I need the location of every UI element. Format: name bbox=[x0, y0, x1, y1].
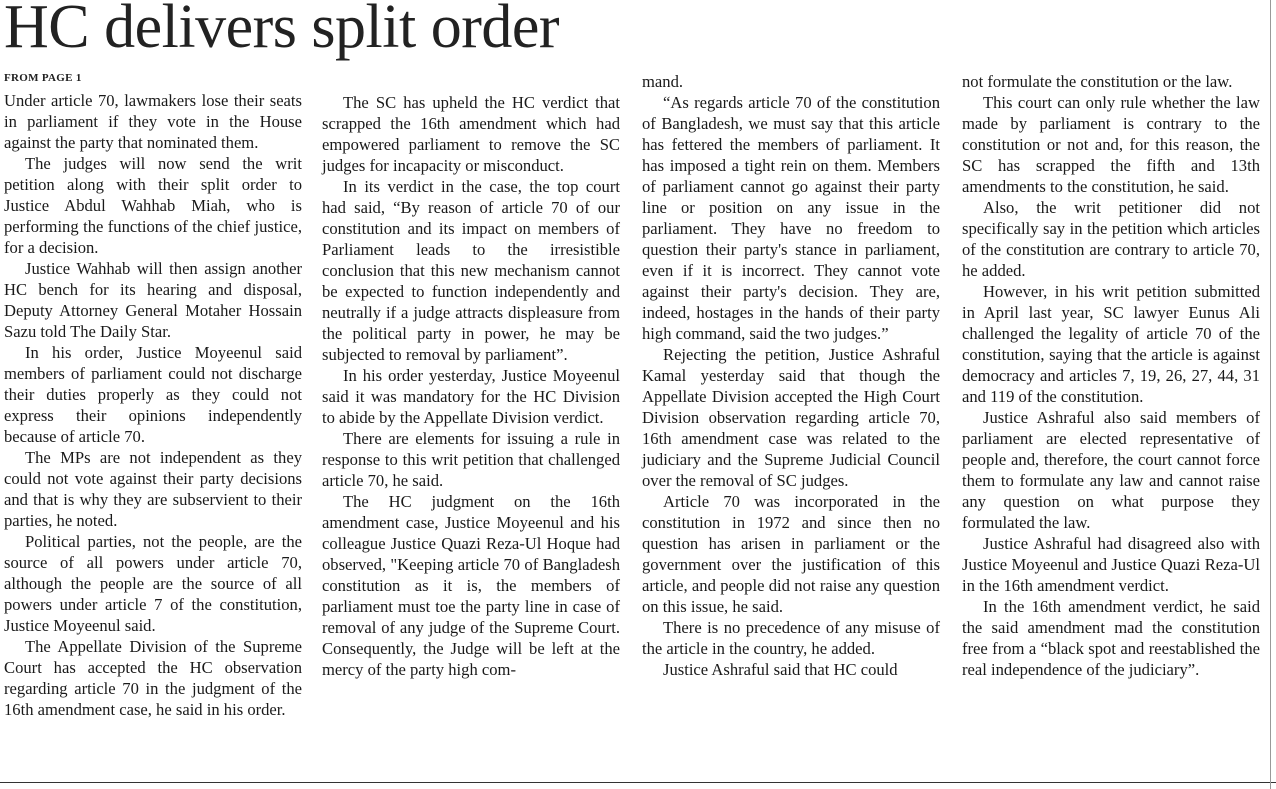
paragraph: There are elements for issuing a rule in response to this writ petition that challenged article 70, he said. bbox=[322, 429, 620, 490]
paragraph: Under article 70, lawmakers lose their seats in parliament if they vote in the House against the party that nominated them. bbox=[4, 91, 302, 152]
paragraph: Justice Ashraful had disagreed also with Justice Moyeenul and Justice Quazi Reza-Ul in the 16th amendment verdict. bbox=[962, 534, 1260, 595]
paragraph: Justice Wahhab will then assign another HC bench for its hearing and disposal, Deputy Attorney General Motaher Hossain Sazu told The Daily Star. bbox=[4, 259, 302, 341]
right-edge-rule bbox=[1270, 0, 1271, 789]
paragraph: Political parties, not the people, are the source of all powers under article 70, although the people are the source of all powers under article 7 of the constitution, Justice Moyeenul said. bbox=[4, 532, 302, 635]
jump-label: FROM PAGE 1 bbox=[4, 72, 82, 84]
paragraph: In his order yesterday, Justice Moyeenul said it was mandatory for the HC Division to abide by the Appellate Division verdict. bbox=[322, 366, 620, 427]
article-column-1 bbox=[4, 90, 302, 720]
paragraph: There is no precedence of any misuse of the article in the country, he added. bbox=[642, 618, 940, 658]
paragraph: not formulate the constitution or the law. bbox=[962, 72, 1233, 91]
paragraph: Article 70 was incorporated in the constitution in 1972 and since then no question has arisen in parliament or the government over the justification of this article, and people did not raise any question on this issue, he said. bbox=[642, 492, 940, 616]
paragraph: Justice Ashraful also said members of parliament are elected representative of people and, therefore, the court cannot force them to formulate any law and cannot raise any question on what purpose they formulated the law. bbox=[962, 408, 1260, 532]
paragraph: mand. bbox=[642, 72, 684, 91]
article-column-4 bbox=[962, 71, 1260, 680]
paragraph: Also, the writ petitioner did not specifically say in the petition which articles of the constitution are contrary to article 70, he added. bbox=[962, 198, 1260, 280]
article-column-3 bbox=[642, 71, 940, 680]
paragraph: Justice Ashraful said that HC could bbox=[663, 660, 898, 679]
paragraph: The judges will now send the writ petition along with their split order to Justice Abdul Wahhab Miah, who is performing the functions of the chief justice, for a decision. bbox=[4, 154, 302, 257]
paragraph: In its verdict in the case, the top court had said, “By reason of article 70 of our constitution and its impact on members of Parliament leads to the irresistible conclusion that this new mechanism cannot be expected to function independently and neutrally if a judge attracts displeasure from the political party in power, he may be subjected to removal by parliament”. bbox=[322, 177, 620, 364]
article-column-2 bbox=[322, 92, 620, 680]
paragraph: “As regards article 70 of the constitution of Bangladesh, we must say that this article has fettered the members of parliament. It has imposed a tight rein on them. Members of parliament cannot go against their party line or position on any issue in the parliament. They have no freedom to question their party's stance in parliament, even if it is incorrect. They cannot vote against their party's decision. They are, indeed, hostages in the hands of their party high command, said the two judges.” bbox=[642, 93, 940, 343]
paragraph: The Appellate Division of the Supreme Court has accepted the HC observation regarding article 70 in the judgment of the 16th amendment case, he said in his order. bbox=[4, 637, 302, 719]
paragraph: However, in his writ petition submitted in April last year, SC lawyer Eunus Ali challenged the legality of article 70 of the constitution, saying that the article is against democracy and articles 7, 19, 26, 27, 44, 31 and 119 of the constitution. bbox=[962, 282, 1260, 406]
paragraph: Rejecting the petition, Justice Ashraful Kamal yesterday said that though the Appellate Division accepted the High Court Division observation regarding article 70, 16th amendment case was related to the judiciary and the Supreme Judicial Council over the removal of SC judges. bbox=[642, 345, 940, 490]
bottom-rule bbox=[0, 782, 1276, 783]
paragraph: The HC judgment on the 16th amendment case, Justice Moyeenul and his colleague Justice Quazi Reza-Ul Hoque had observed, "Keeping article 70 of Bangladesh constitution as it is, the members of parliament must toe the party line in case of removal of any judge of the Supreme Court. Consequently, the Judge will be left at the mercy of the party high com- bbox=[322, 492, 620, 679]
paragraph: In his order, Justice Moyeenul said members of parliament could not discharge their duties properly as they could not express their opinions independently because of article 70. bbox=[4, 343, 302, 446]
paragraph: The MPs are not independent as they could not vote against their party decisions and that is why they are subservient to their parties, he noted. bbox=[4, 448, 302, 530]
paragraph: This court can only rule whether the law made by parliament is contrary to the constitution or not and, for this reason, the SC has scrapped the fifth and 13th amendments to the constitution, he said. bbox=[962, 93, 1260, 196]
paragraph: The SC has upheld the HC verdict that scrapped the 16th amendment which had empowered parliament to remove the SC judges for incapacity or misconduct. bbox=[322, 93, 620, 175]
headline: HC delivers split order bbox=[4, 0, 560, 61]
paragraph: In the 16th amendment verdict, he said the said amendment mad the constitution free from a “black spot and reestablished the real independence of the judiciary”. bbox=[962, 597, 1260, 679]
